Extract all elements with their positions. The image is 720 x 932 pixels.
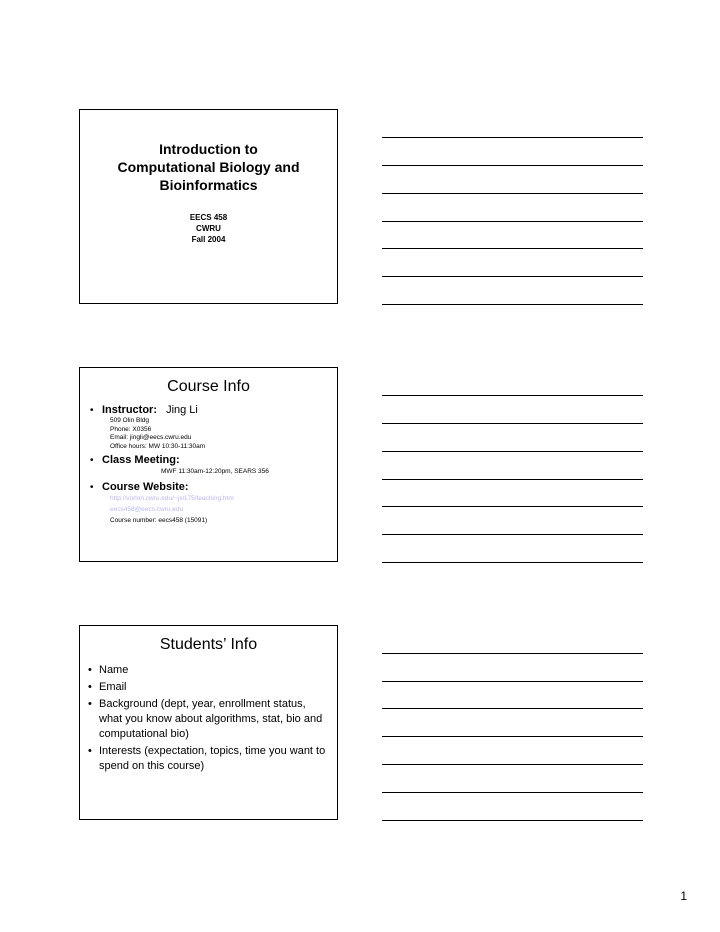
slide-1-title-line: Introduction to (159, 141, 258, 157)
website-email-link[interactable]: eecs458@eecs.cwru.edu (110, 506, 184, 513)
detail-line: Email: jingli@eecs.cwru.edu (110, 434, 192, 441)
students-info-list (88, 663, 331, 776)
slide-1-title-line: Bioinformatics (159, 177, 258, 193)
note-line (382, 276, 643, 277)
detail-line: Office hours: MW 10:30-11:30am (110, 442, 206, 450)
bullet-icon: • (88, 745, 92, 757)
list-item-text: Name (99, 664, 129, 676)
note-line (382, 423, 643, 424)
bullet-icon: • (90, 405, 94, 416)
list-item-text: Interests (expectation, topics, time you want to spend on this course) (99, 745, 326, 772)
bullet-icon: • (90, 482, 94, 493)
slide-1 (79, 109, 338, 304)
list-item-text: Email (99, 681, 127, 693)
term: Fall 2004 (191, 235, 226, 244)
website-bullet (90, 481, 189, 494)
bullet-icon: • (88, 664, 92, 676)
list-item (88, 680, 331, 695)
note-line (382, 248, 643, 249)
slide-2-title: Course Info (167, 378, 250, 395)
note-line (382, 193, 643, 194)
list-item-text: Background (dept, year, enrollment status, what you know about algorithms, stat, bio and computational bio) (99, 698, 323, 740)
note-line (382, 165, 643, 166)
instructor-bullet (90, 404, 198, 417)
instructor-details (110, 417, 205, 451)
website-label: Course Website: (102, 481, 189, 493)
school-name: CWRU (196, 224, 221, 233)
bullet-icon: • (88, 698, 92, 710)
slide-1-title-line: Computational Biology and (117, 159, 300, 175)
note-line (382, 534, 643, 535)
meeting-label: Class Meeting: (102, 454, 180, 466)
detail-line: 509 Olin Bldg (110, 417, 150, 424)
website-url-link[interactable]: http://vorlon.cwru.edu/~jxl175/teaching.htm (110, 495, 234, 502)
note-line (382, 764, 643, 765)
note-line (382, 820, 643, 821)
note-line (382, 304, 643, 305)
detail-line: Phone: X0356 (110, 425, 152, 433)
note-line (382, 137, 643, 138)
note-line (382, 451, 643, 452)
list-item (88, 744, 331, 774)
list-item (88, 663, 331, 678)
note-line (382, 395, 643, 396)
slide-3-title: Students’ Info (159, 636, 258, 653)
meeting-details: MWF 11:30am-12:20pm, SEARS 356 (161, 468, 269, 475)
bullet-icon: • (88, 681, 92, 693)
note-line (382, 221, 643, 222)
note-line (382, 653, 643, 654)
instructor-label: Instructor: (102, 404, 157, 416)
note-line (382, 681, 643, 682)
note-line (382, 506, 643, 507)
list-item (88, 697, 331, 742)
note-line (382, 708, 643, 709)
slide-1-title (80, 140, 337, 194)
meeting-bullet (90, 454, 180, 467)
note-line (382, 792, 643, 793)
course-code: EECS 458 (189, 213, 228, 222)
note-line (382, 736, 643, 737)
slide-2 (79, 367, 338, 562)
course-number: Course number: eecs458 (15091) (110, 517, 208, 524)
slide-1-subtitle (80, 212, 337, 245)
note-line (382, 479, 643, 480)
instructor-name: Jing Li (166, 404, 198, 416)
page-number: 1 (680, 889, 687, 903)
note-line (382, 562, 643, 563)
bullet-icon: • (90, 455, 94, 466)
slide-3 (79, 625, 338, 820)
